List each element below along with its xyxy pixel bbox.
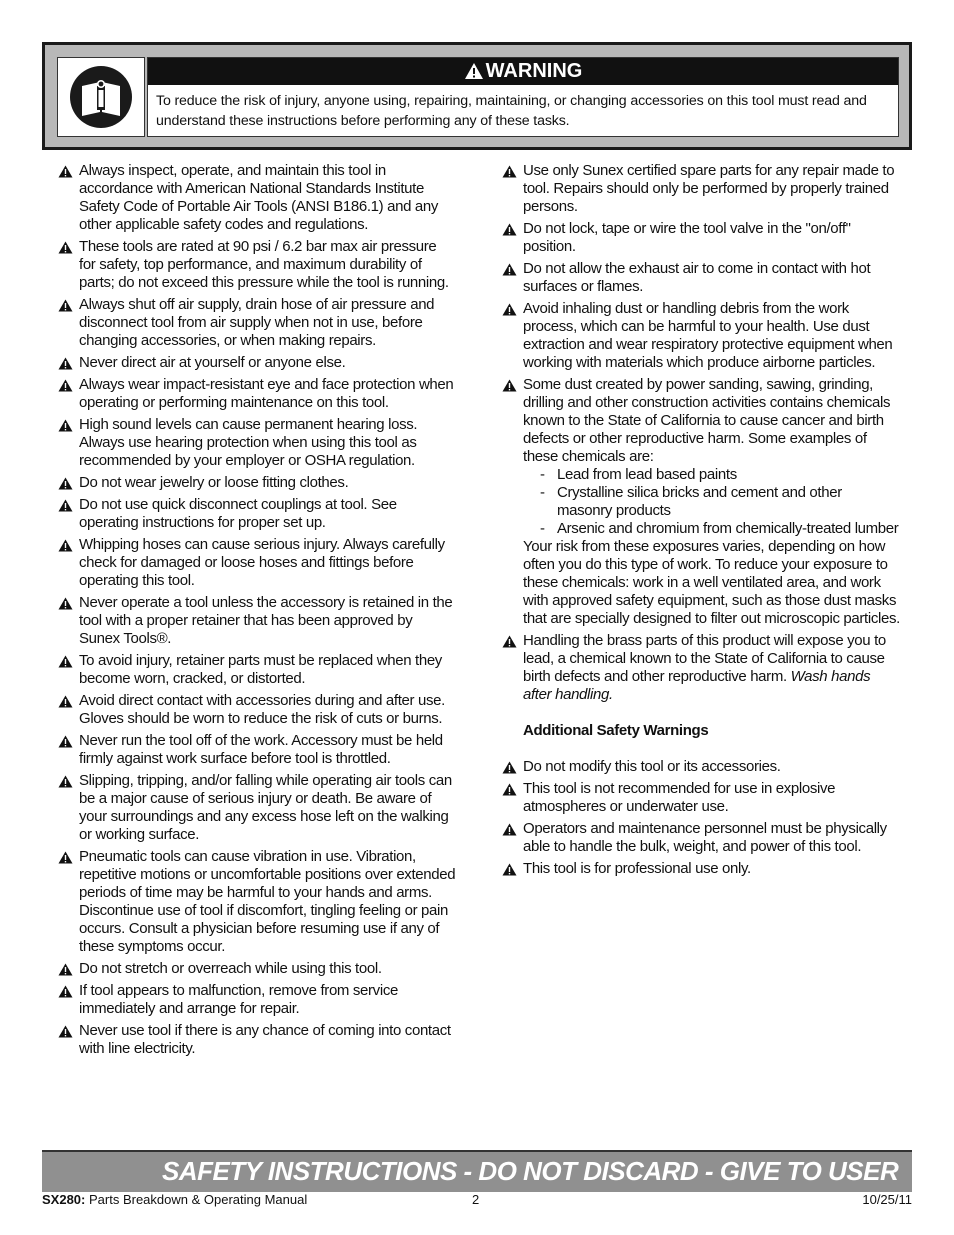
warning-triangle-icon xyxy=(58,165,73,183)
list-item xyxy=(56,960,456,978)
warning-triangle-icon xyxy=(502,823,517,841)
warning-triangle-icon xyxy=(502,379,517,397)
warning-triangle-icon xyxy=(58,299,73,317)
list-item-text: Always wear impact-resistant eye and face protection when operating or performing maintenance on this tool. xyxy=(79,376,454,411)
dust-warning-item xyxy=(500,376,900,628)
list-item-text: Avoid inhaling dust or handling debris from the work process, which can be harmful to your health. Use dust extraction and wear respiratory protective equipment when working with materials which produce airborne particles. xyxy=(523,300,893,371)
warning-triangle-icon xyxy=(58,655,73,673)
warning-triangle-icon xyxy=(58,419,73,437)
footer-banner xyxy=(42,1150,912,1192)
warning-triangle-icon xyxy=(502,635,517,653)
list-item-text: Do not allow the exhaust air to come in contact with hot surfaces or flames. xyxy=(523,260,871,295)
list-item xyxy=(56,354,456,372)
warning-text-cell xyxy=(147,57,899,137)
list-item xyxy=(500,162,900,216)
list-item-text: Do not modify this tool or its accessories. xyxy=(523,758,781,775)
footer-model: SX280: xyxy=(42,1192,86,1207)
warning-triangle-icon xyxy=(58,985,73,1003)
list-item-text: High sound levels can cause permanent hearing loss. Always use hearing protection when using this tool as recommended by your employer or OSHA regulation. xyxy=(79,416,418,469)
list-item xyxy=(56,474,456,492)
list-item xyxy=(56,848,456,956)
footer-manual xyxy=(42,1192,307,1207)
list-item xyxy=(56,416,456,470)
list-item-text: Do not stretch or overreach while using this tool. xyxy=(79,960,382,977)
list-item xyxy=(56,162,456,234)
brass-warning-item xyxy=(500,632,900,704)
list-item xyxy=(56,732,456,768)
warning-triangle-icon xyxy=(58,963,73,981)
list-item-text: Never operate a tool unless the accessory is retained in the tool with a proper retainer that has been approved by Sunex Tools®. xyxy=(79,594,453,647)
list-item-text: This tool is for professional use only. xyxy=(523,860,751,877)
footer-manual-title: Parts Breakdown & Operating Manual xyxy=(89,1192,308,1207)
warning-triangle-icon xyxy=(502,761,517,779)
list-item xyxy=(56,376,456,412)
warning-triangle-icon xyxy=(502,165,517,183)
dust-intro: Some dust created by power sanding, sawing, grinding, drilling and other construction activities contains chemicals known to the State of California to cause cancer and birth defects or other reproductive harm. Some examples of these chemicals are: xyxy=(523,376,891,465)
list-item xyxy=(500,220,900,256)
list-item xyxy=(500,820,900,856)
list-item xyxy=(56,1022,456,1058)
warning-triangle-icon xyxy=(58,851,73,869)
warning-box xyxy=(42,42,912,150)
warning-title: WARNING xyxy=(485,60,583,82)
list-item xyxy=(500,860,900,878)
list-item-text: If tool appears to malfunction, remove from service immediately and arrange for repair. xyxy=(79,982,398,1017)
dust-examples xyxy=(523,466,900,538)
list-item xyxy=(500,260,900,296)
warning-triangle-icon xyxy=(58,695,73,713)
list-item xyxy=(56,652,456,688)
list-item-text: To avoid injury, retainer parts must be replaced when they become worn, cracked, or distorted. xyxy=(79,652,442,687)
brass-italic: Wash hands after handling. xyxy=(523,668,871,703)
warning-triangle-icon xyxy=(58,241,73,259)
list-item: - Arsenic and chromium from chemically-treated lumber xyxy=(540,520,899,537)
footer-page: 2 xyxy=(472,1192,480,1207)
list-item-text: Slipping, tripping, and/or falling while operating air tools can be a major cause of serious injury or death. Be aware of your surroundings and any excess hose left on the walking or working surface. xyxy=(79,772,452,843)
warning-triangle-icon xyxy=(58,597,73,615)
warning-text: To reduce the risk of injury, anyone using, repairing, maintaining, or changing accessories on this tool must read and understand these instructions before performing any of these tasks. xyxy=(156,93,867,129)
list-item-text: Operators and maintenance personnel must be physically able to handle the bulk, weight, and power of this tool. xyxy=(523,820,887,855)
list-item xyxy=(56,496,456,532)
list-item-text: Always inspect, operate, and maintain this tool in accordance with American National Standards Institute Safety Code of Portable Air Tools (ANSI B186.1) and any other applicable safety codes and regulations. xyxy=(79,162,439,233)
list-item-text: Never use tool if there is any chance of coming into contact with line electricity. xyxy=(79,1022,451,1057)
list-item xyxy=(56,982,456,1018)
list-item-text: Use only Sunex certified spare parts for any repair made to tool. Repairs should only be performed by properly trained persons. xyxy=(523,162,895,215)
list-item-text: This tool is not recommended for use in explosive atmospheres or underwater use. xyxy=(523,780,836,815)
footer-banner-text: SAFETY INSTRUCTIONS - DO NOT DISCARD - GIVE TO USER xyxy=(162,1156,899,1186)
warning-triangle-icon xyxy=(58,379,73,397)
list-item xyxy=(500,780,900,816)
list-item xyxy=(56,536,456,590)
list-item xyxy=(500,300,900,372)
list-item-text: Avoid direct contact with accessories during and after use. Gloves should be worn to reduce the risk of cuts or burns. xyxy=(79,692,445,727)
list-item-text: These tools are rated at 90 psi / 6.2 bar max air pressure for safety, top performance, and maximum durability of parts; do not exceed this pressure while the tool is running. xyxy=(79,238,449,291)
warning-triangle-icon xyxy=(502,303,517,321)
manual-read-icon xyxy=(70,66,132,128)
list-item xyxy=(56,238,456,292)
warning-triangle-icon xyxy=(502,783,517,801)
list-item-text: Never run the tool off of the work. Accessory must be held firmly against work surface before tool is throttled. xyxy=(79,732,443,767)
list-item-text: Always shut off air supply, drain hose of air pressure and disconnect tool from air supply when not in use, before changing accessories, or when making repairs. xyxy=(79,296,435,349)
list-item-text: Never direct air at yourself or anyone else. xyxy=(79,354,346,371)
list-item xyxy=(56,296,456,350)
warning-triangle-icon xyxy=(464,61,484,88)
left-column xyxy=(56,162,456,1062)
list-item-text: Do not lock, tape or wire the tool valve in the "on/off" position. xyxy=(523,220,851,255)
right-column xyxy=(500,162,900,882)
footer-date: 10/25/11 xyxy=(862,1192,912,1207)
warning-triangle-icon xyxy=(502,263,517,281)
warning-triangle-icon xyxy=(58,539,73,557)
list-item-text: Do not use quick disconnect couplings at tool. See operating instructions for proper set up. xyxy=(79,496,397,531)
warning-triangle-icon xyxy=(58,1025,73,1043)
warning-triangle-icon xyxy=(58,775,73,793)
warning-header xyxy=(148,58,898,85)
additional-heading: Additional Safety Warnings xyxy=(523,722,709,739)
list-item-text: Do not wear jewelry or loose fitting clothes. xyxy=(79,474,349,491)
list-item: - Lead from lead based paints xyxy=(540,466,737,483)
dust-outro: Your risk from these exposures varies, depending on how often you do this type of work. To reduce your exposure to these chemicals: work in a well ventilated area, and work with approved safety equipment, such as those dust masks that are specially designed to filter out microscopic particles. xyxy=(523,538,900,627)
warning-triangle-icon xyxy=(58,477,73,495)
list-item xyxy=(500,758,900,776)
list-item xyxy=(56,772,456,844)
list-item-text: Whipping hoses can cause serious injury. Always carefully check for damaged or loose hoses and fittings before operating this tool. xyxy=(79,536,445,589)
warning-triangle-icon xyxy=(58,357,73,375)
warning-triangle-icon xyxy=(502,223,517,241)
list-item: - Crystalline silica bricks and cement and other masonry products xyxy=(540,484,842,519)
list-item xyxy=(56,594,456,648)
list-item xyxy=(56,692,456,728)
brass-text: Handling the brass parts of this product will expose you to lead, a chemical known to the State of California to cause birth defects and other reproductive harm. xyxy=(523,632,886,685)
warning-triangle-icon xyxy=(58,735,73,753)
list-item-text: Pneumatic tools can cause vibration in use. Vibration, repetitive motions or uncomfortable positions over extended periods of time may be harmful to your hands and arms. Discontinue use of tool if discomfort, tingling feeling or pain occurs. Consult a physician before resuming use if any of these symptoms occur. xyxy=(79,848,456,955)
warning-icon-cell xyxy=(57,57,145,137)
warning-triangle-icon xyxy=(58,499,73,517)
warning-triangle-icon xyxy=(502,863,517,881)
